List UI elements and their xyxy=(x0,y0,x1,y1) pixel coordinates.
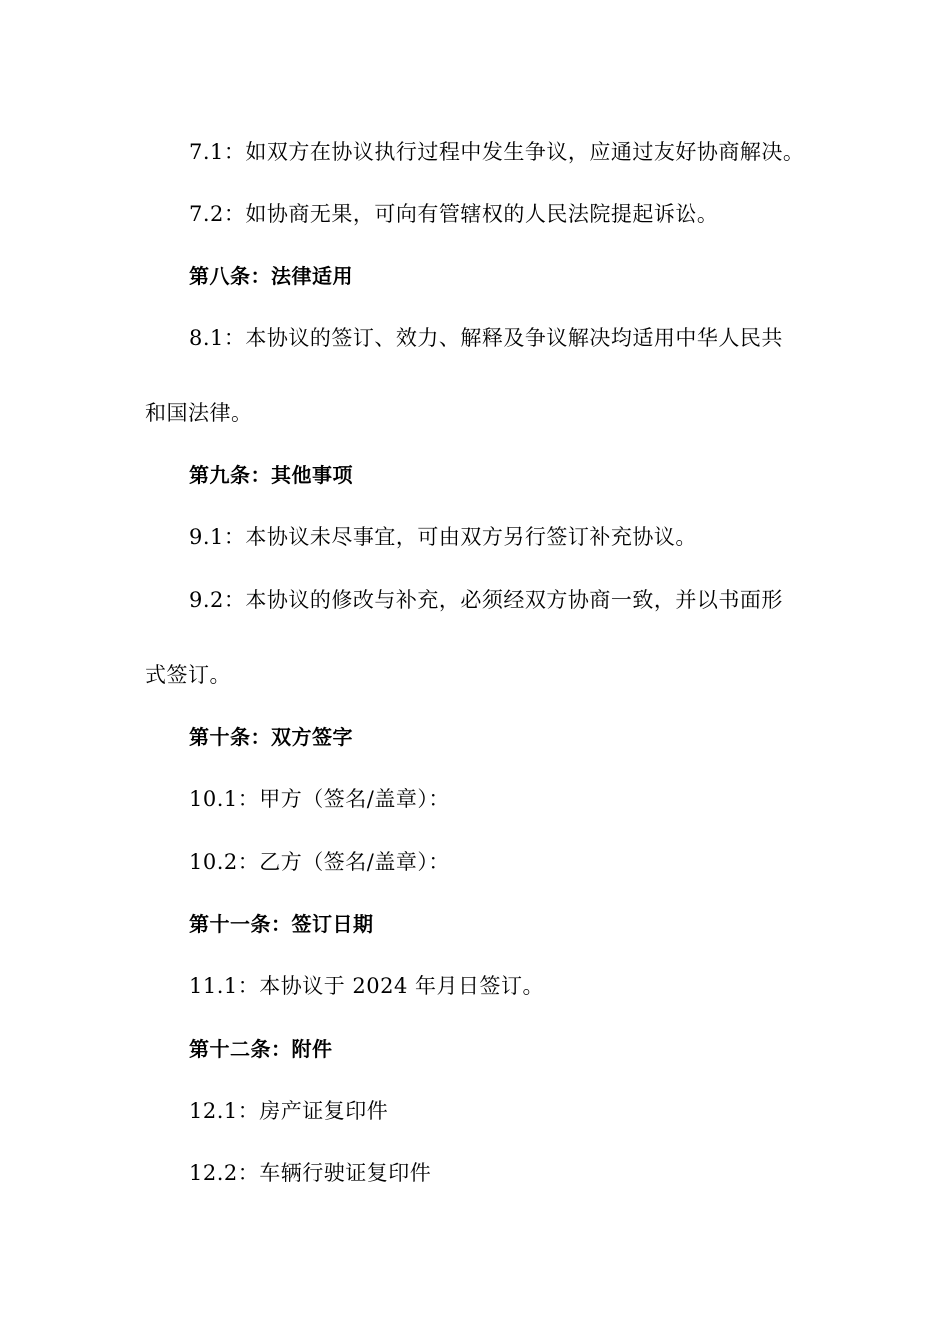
clause-8-1: 8.1：本协议的签订、效力、解释及争议解决均适用中华人民共 xyxy=(189,326,783,350)
section-heading-10: 第十条：双方签字 xyxy=(189,725,353,749)
clause-12-2: 12.2：车辆行驶证复印件 xyxy=(189,1161,432,1185)
section-heading-11: 第十一条：签订日期 xyxy=(189,912,374,936)
clause-7-1: 7.1：如双方在协议执行过程中发生争议，应通过友好协商解决。 xyxy=(189,140,805,164)
clause-9-2-continued: 式签订。 xyxy=(145,663,231,687)
clause-7-2: 7.2：如协商无果，可向有管辖权的人民法院提起诉讼。 xyxy=(189,202,719,226)
clause-10-1: 10.1：甲方（签名/盖章）： xyxy=(189,787,450,811)
clause-9-1: 9.1：本协议未尽事宜，可由双方另行签订补充协议。 xyxy=(189,525,697,549)
clause-9-2: 9.2：本协议的修改与补充，必须经双方协商一致，并以书面形 xyxy=(189,588,783,612)
section-heading-12: 第十二条：附件 xyxy=(189,1037,333,1061)
section-heading-9: 第九条：其他事项 xyxy=(189,463,353,487)
section-heading-8: 第八条：法律适用 xyxy=(189,264,353,288)
clause-12-1: 12.1：房产证复印件 xyxy=(189,1099,389,1123)
clause-10-2: 10.2：乙方（签名/盖章）： xyxy=(189,850,450,874)
clause-8-1-continued: 和国法律。 xyxy=(145,401,253,425)
clause-11-1: 11.1：本协议于 2024 年月日签订。 xyxy=(189,974,545,998)
